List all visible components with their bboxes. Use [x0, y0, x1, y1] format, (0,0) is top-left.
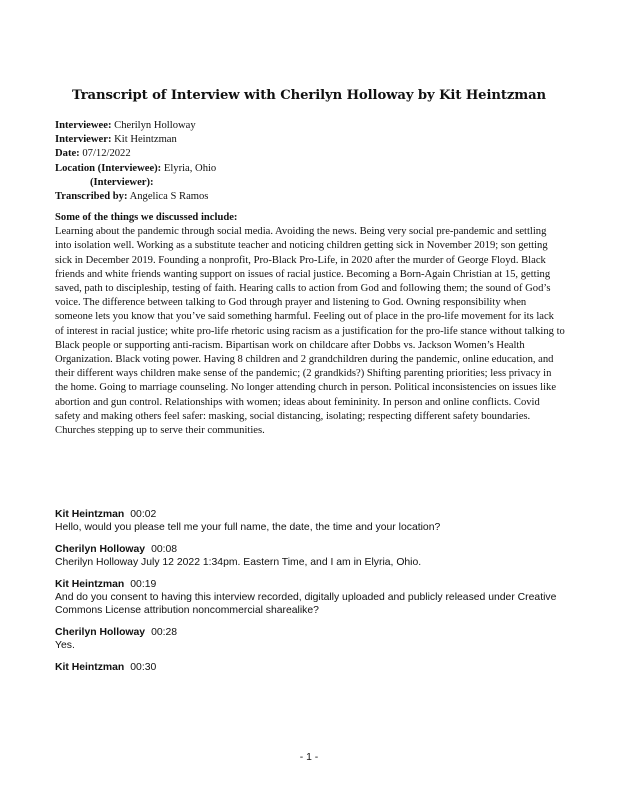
interviewer-value: Kit Heintzman [114, 134, 177, 146]
location-interviewee-label: Location (Interviewee): [55, 162, 162, 174]
speaker-name: Cherilyn Holloway [55, 627, 146, 638]
timestamp: 00:30 [130, 662, 157, 673]
utterance-text: And do you consent to having this interview recorded, digitally uploaded and publicly released under Creative Commons License attribution noncommercial sharealike? [55, 592, 557, 616]
transcribed-by-row [55, 190, 575, 204]
date-label: Date: [55, 148, 80, 160]
speaker-name: Kit Heintzman [55, 579, 125, 590]
utterance-text: Yes. [55, 640, 75, 651]
speaker-name: Kit Heintzman [55, 509, 125, 520]
interviewee-label: Interviewee: [55, 120, 112, 131]
transcribed-by-value: Angelica S Ramos [129, 191, 209, 203]
date-row [55, 147, 575, 161]
speaker-name: Cherilyn Holloway [55, 544, 146, 555]
interview-metadata [55, 119, 575, 204]
speaker-line [55, 626, 575, 639]
transcript-entry [55, 578, 575, 617]
interviewer-row [55, 133, 575, 147]
timestamp: 00:19 [130, 579, 157, 590]
speaker-name: Kit Heintzman [55, 662, 125, 673]
transcript [55, 508, 575, 683]
location-interviewer-label: (Interviewer): [90, 176, 154, 188]
discussion-summary [55, 211, 565, 438]
location-interviewer-row [55, 176, 575, 190]
speaker-line [55, 543, 575, 556]
timestamp: 00:08 [151, 544, 178, 555]
transcript-entry [55, 661, 575, 674]
timestamp: 00:02 [130, 509, 157, 520]
transcript-entry [55, 626, 575, 652]
speaker-line [55, 661, 575, 674]
speaker-line [55, 508, 575, 521]
transcript-entry [55, 508, 575, 534]
interviewer-label: Interviewer: [55, 134, 112, 146]
date-value: 07/12/2022 [82, 148, 131, 160]
location-interviewee-value: Elyria, Ohio [163, 162, 217, 174]
timestamp: 00:28 [151, 627, 178, 638]
summary-text: Learning about the pandemic through social media. Avoiding the news. Being very social pre-pandemic and settling into isolation well. Working as a substitute teacher and noticing children getting sick in November 2019; son getting sick in December 2019. Founding a nonprofit, Pro-Black Pro-Life, in 2020 after the murder of George Floyd. Black friends and white friends wanting support on issues of racial justice. Becoming a Born-Again Christian at 15, getting saved, path to discipleship, testing of faith. Hearing calls to action from God and following them; the sound of God’s voice. The difference between talking to God through prayer and listening to God. Owning responsibility when someone lets you know that you’ve said something harmful. Feeling out of place in the pro-life movement for its lack of interest in racial justice; white pro-life rhetoric using racism as a justification for the pro-life stance without talking to Black people or supporting anti-racism. Bipartisan work on childcare after Dobbs vs. Jackson Women’s Health Organization. Black voting power. Having 8 children and 2 grandchildren during the pandemic, online education, and their different ways children make sense of the pandemic; (2 grandkids?) Shifting parenting priorities; less privacy in the home. Going to marriage counseling. No longer attending church in person. Political inconsistencies on issues like abortion and gun control. Relationships with women; ideas about femininity. In person and online conflicts. Covid safety and making others feel safer: masking, social distancing, isolating; respecting different safety boundaries. Churches stepping up to serve their communities. [55, 226, 565, 437]
document-title: Transcript of Interview with Cherilyn Holloway by Kit Heintzman [71, 88, 547, 103]
utterance-text: Cherilyn Holloway July 12 2022 1:34pm. Eastern Time, and I am in Elyria, Ohio. [55, 557, 422, 568]
transcribed-by-label: Transcribed by: [55, 191, 128, 203]
page-number: - 1 - [299, 752, 319, 763]
utterance-text: Hello, would you please tell me your full name, the date, the time and your location? [55, 522, 441, 533]
interviewee-value: Cherilyn Holloway [114, 120, 196, 131]
interviewee-row [55, 119, 575, 133]
transcript-entry [55, 543, 575, 569]
location-interviewee-row [55, 162, 575, 176]
speaker-line [55, 578, 575, 591]
summary-heading: Some of the things we discussed include: [55, 212, 238, 223]
